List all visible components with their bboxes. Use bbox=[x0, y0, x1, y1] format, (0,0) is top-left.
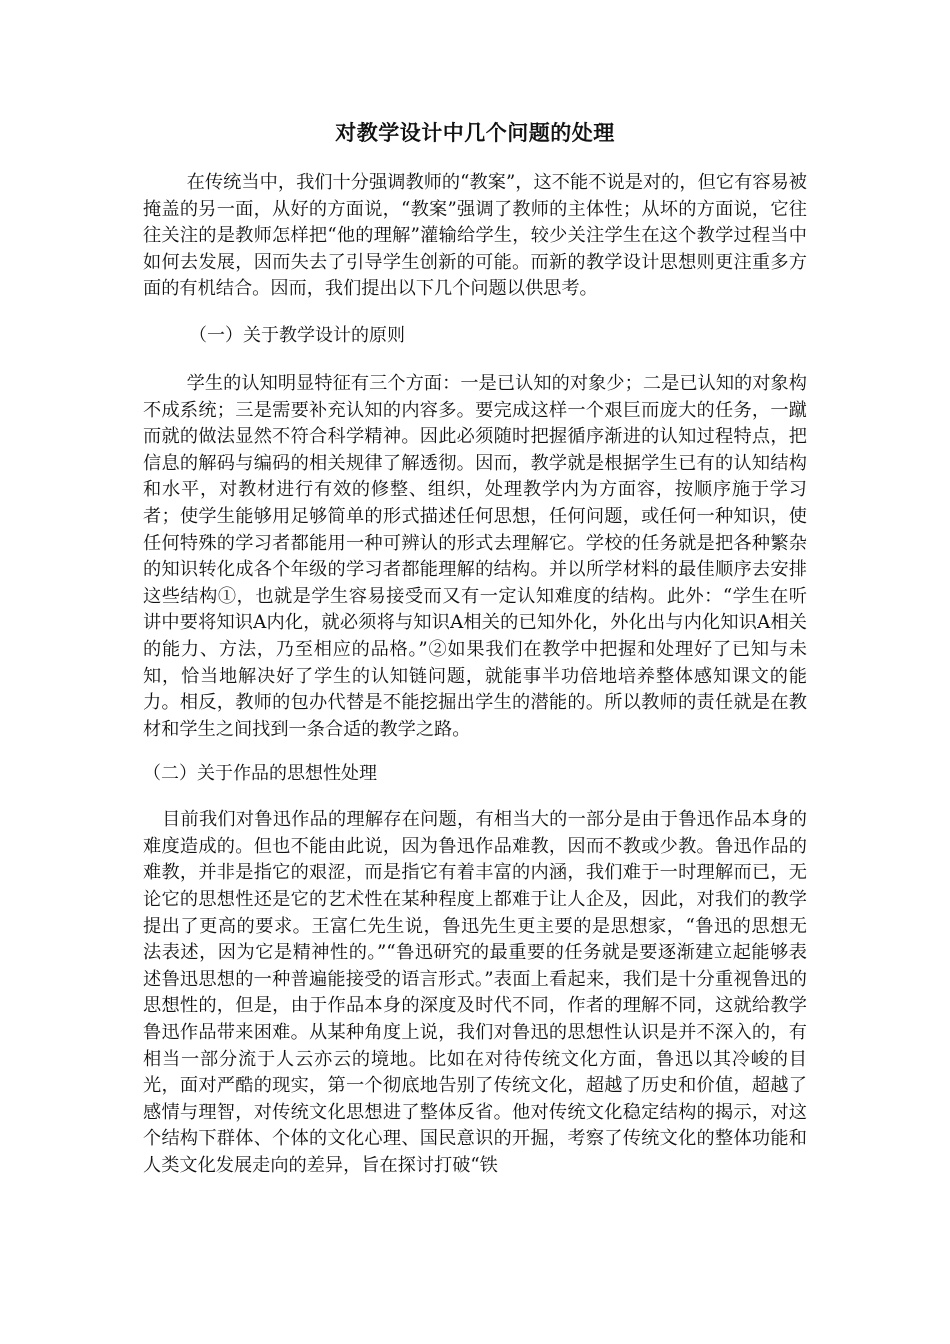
paragraph-ideology: 目前我们对鲁迅作品的理解存在问题，有相当大的一部分是由于鲁迅作品本身的难度造成的。但也不能由此说，因为鲁迅作品难教，因而不教或少教。鲁迅作品的难教，并非是指它的艰涩，而是指它有着丰富的内涵，我们难于一时理解而已，无论它的思想性还是它的艺术性在某种程度上都难于让人企及，因此，对我们的教学提出了更高的要求。王富仁先生说，鲁迅先生更主要的是思想家，“鲁迅的思想无法表述，因为它是精神性的。”“鲁迅研究的最重要的任务就是要逐渐建立起能够表述鲁迅思想的一种普遍能接受的语言形式。”表面上看起来，我们是十分重视鲁迅的思想性的，但是，由于作品本身的深度及时代不同，作者的理解不同，这就给教学鲁迅作品带来困难。从某种角度上说，我们对鲁迅的思想性认识是并不深入的，有相当一部分流于人云亦云的境地。比如在对待传统文化方面，鲁迅以其冷峻的目光，面对严酷的现实，第一个彻底地告别了传统文化，超越了历史和价值，超越了感情与理智，对传统文化思想进了整体反省。他对传统文化稳定结构的揭示，对这个结构下群体、个体的文化心理、国民意识的开掘，考察了传统文化的整体功能和人类文化发展走向的差异，旨在探讨打破“铁 bbox=[143, 809, 807, 1176]
document-title: 对教学设计中几个问题的处理 bbox=[335, 120, 615, 145]
section-heading-ideology: （二）关于作品的思想性处理 bbox=[143, 763, 377, 785]
document-page bbox=[143, 118, 807, 1180]
section-heading-principles: （一）关于教学设计的原则 bbox=[189, 324, 405, 346]
paragraph-intro: 在传统当中，我们十分强调教师的“教案”，这不能不说是对的，但它有容易被掩盖的另一面，从好的方面说，“教案”强调了教师的主体性；从坏的方面说，它往往关注的是教师怎样把“他的理解”灌输给学生，较少关注学生在这个教学过程当中如何去发展，因而失去了引导学生创新的可能。而新的教学设计思想则更注重多方面的有机结合。因而，我们提出以下几个问题以供思考。 bbox=[143, 172, 807, 300]
paragraph-principles: 学生的认知明显特征有三个方面：一是已认知的对象少；二是已认知的对象构不成系统；三是需要补充认知的内容多。要完成这样一个艰巨而庞大的任务，一蹴而就的做法显然不符合科学精神。因此必须随时把握循序渐进的认知过程特点，把信息的解码与编码的相关规律了解透彻。因而，教学就是根据学生已有的认知结构和水平，对教材进行有效的修整、组织，处理教学内为方面容，按顺序施于学习者；使学生能够用足够简单的形式描述任何思想，任何问题，或任何一种知识，使任何特殊的学习者都能用一种可辨认的形式去理解它。学校的任务就是把各种繁杂的知识转化成各个年级的学习者都能理解的结构。并以所学材料的最佳顺序去安排这些结构①，也就是学生容易接受而又有一定认知难度的结构。此外：“学生在听讲中要将知识A内化，就必须将与知识A相关的已知外化，外化出与内化知识A相关的能力、方法，乃至相应的品格。”②如果我们在教学中把握和处理好了已知与未知，恰当地解决好了学生的认知链问题，就能事半功倍地培养整体感知课文的能力。相反，教师的包办代替是不能挖掘出学生的潜能的。所以教师的责任就是在教材和学生之间找到一条合适的教学之路。 bbox=[143, 372, 807, 740]
